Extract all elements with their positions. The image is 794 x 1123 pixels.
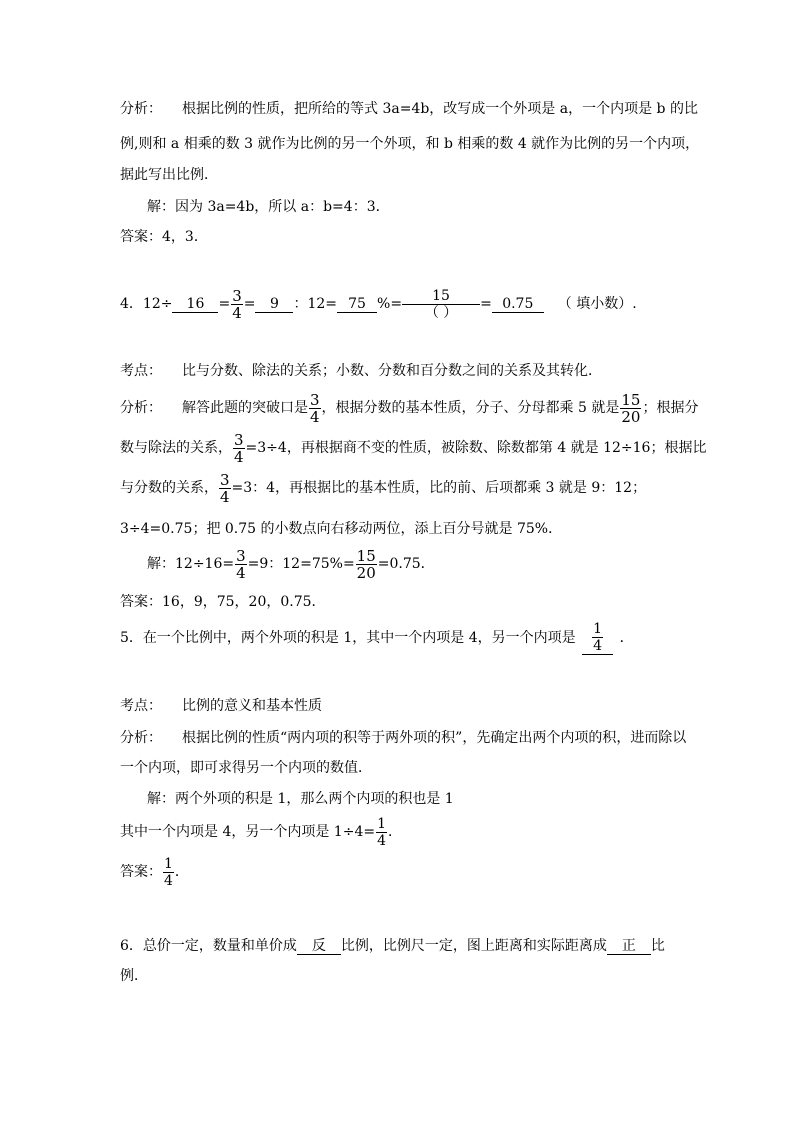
- q5-solution-2: 其中一个内项是 4，另一个内项是 1÷4= $\frac{1}{4}$ ．: [120, 815, 403, 849]
- q4-question: 4．12÷ 16 = $\frac{3}{4}$ = 9 ：12= 75 %= $\frac{15}{( )}$ = 0.75 （ 填小数）.: [120, 286, 637, 322]
- q4-blank-3: 75: [337, 296, 377, 313]
- q3-analysis-line-2: 例,则和 a 相乘的数 3 就作为比例的另一个外项，和 b 相乘的数 4 就作为比例的另一个内项，: [120, 136, 700, 152]
- q4-analysis-line-3: 与分数的关系， $\frac{3}{4}$ =3：4，再根据比的基本性质，比的前、后项都乘 3 就是 9：12；: [120, 470, 647, 506]
- q5-question: 5．在一个比例中，两个外项的积是 1，其中一个内项是 4，另一个内项是 $\frac{1}{4}$ ．: [120, 621, 634, 654]
- q5-answer: 答案： $\frac{1}{4}$ ．: [120, 855, 189, 889]
- fraction: $\frac{15}{20}$: [356, 546, 376, 582]
- q4-blank-1: 16: [172, 296, 218, 313]
- fraction: $\frac{3}{4}$: [310, 390, 320, 426]
- q4-blank-2: 9: [255, 296, 293, 313]
- fraction: $\frac{1}{4}$: [582, 621, 613, 655]
- q4-fraction-3-4: $\frac{3}{4}$: [232, 286, 242, 322]
- q4-point: 考点： 比与分数、除法的关系；小数、分数和百分数之间的关系及其转化．: [120, 363, 602, 379]
- q4-analysis-line-4: 3÷4=0.75；把 0.75 的小数点向右移动两位，添上百分号就是 75%．: [120, 521, 563, 537]
- q4-analysis-line-1: 分析： 解答此题的突破口是 $\frac{3}{4}$ ，根据分数的基本性质，分子、分母都乘 5 就是 $\frac{15}{20}$ ；根据分: [120, 390, 699, 426]
- q4-answer: 答案：16，9，75，20，0.75．: [120, 594, 326, 610]
- q3-answer: 答案：4，3．: [120, 229, 208, 245]
- fraction: $\frac{3}{4}$: [234, 430, 244, 466]
- fraction: $\frac{1}{4}$: [164, 855, 173, 889]
- q3-solution: 解：因为 3a=4b，所以 a：b=4：3．: [147, 199, 390, 215]
- q4-blank-4: 0.75: [492, 296, 544, 313]
- q5-point: 考点： 比例的意义和基本性质: [120, 698, 322, 714]
- fraction: $\frac{3}{4}$: [236, 546, 246, 582]
- q4-analysis-line-2: 数与除法的关系， $\frac{3}{4}$ =3÷4，再根据商不变的性质，被除数、除数都第 4 就是 12÷16；根据比: [120, 430, 707, 466]
- point-label: 考点：: [120, 363, 162, 379]
- q6-blank-1: 反: [297, 938, 341, 955]
- fraction: $\frac{3}{4}$: [220, 470, 230, 506]
- q4-solution: 解：12÷16= $\frac{3}{4}$ =9：12=75%= $\frac{15}{20}$ =0.75．: [147, 546, 435, 582]
- q3-analysis-line-1: 分析： 根据比例的性质，把所给的等式 3a=4b，改写成一个外项是 a，一个内项是 b 的比: [120, 101, 698, 117]
- q6-question-line-2: 例．: [120, 968, 148, 984]
- q5-solution-1: 解：两个外项的积是 1，那么两个内项的积也是 1: [147, 791, 454, 807]
- q6-question-line-1: 6．总价一定，数量和单价成 反 比例，比例尺一定，图上距离和实际距离成 正 比: [120, 938, 665, 954]
- q6-blank-2: 正: [607, 938, 651, 955]
- analysis-label: 分析：: [120, 400, 162, 416]
- q5-analysis-line-2: 一个内项，即可求得另一个内项的数值．: [120, 760, 372, 776]
- q5-answer-blank: [576, 621, 620, 655]
- analysis-label: 分析：: [120, 730, 162, 746]
- fraction: $\frac{1}{4}$: [377, 815, 387, 849]
- q4-fraction-15-blank: $\frac{15}{( )}$: [403, 288, 479, 321]
- fraction: $\frac{15}{20}$: [621, 390, 641, 426]
- analysis-label: 分析：: [120, 101, 162, 117]
- point-label: 考点：: [120, 698, 162, 714]
- q3-analysis-line-3: 据此写出比例．: [120, 167, 218, 183]
- q5-analysis-line-1: 分析： 根据比例的性质“两内项的积等于两外项的积”，先确定出两个内项的积，进而除以: [120, 730, 687, 746]
